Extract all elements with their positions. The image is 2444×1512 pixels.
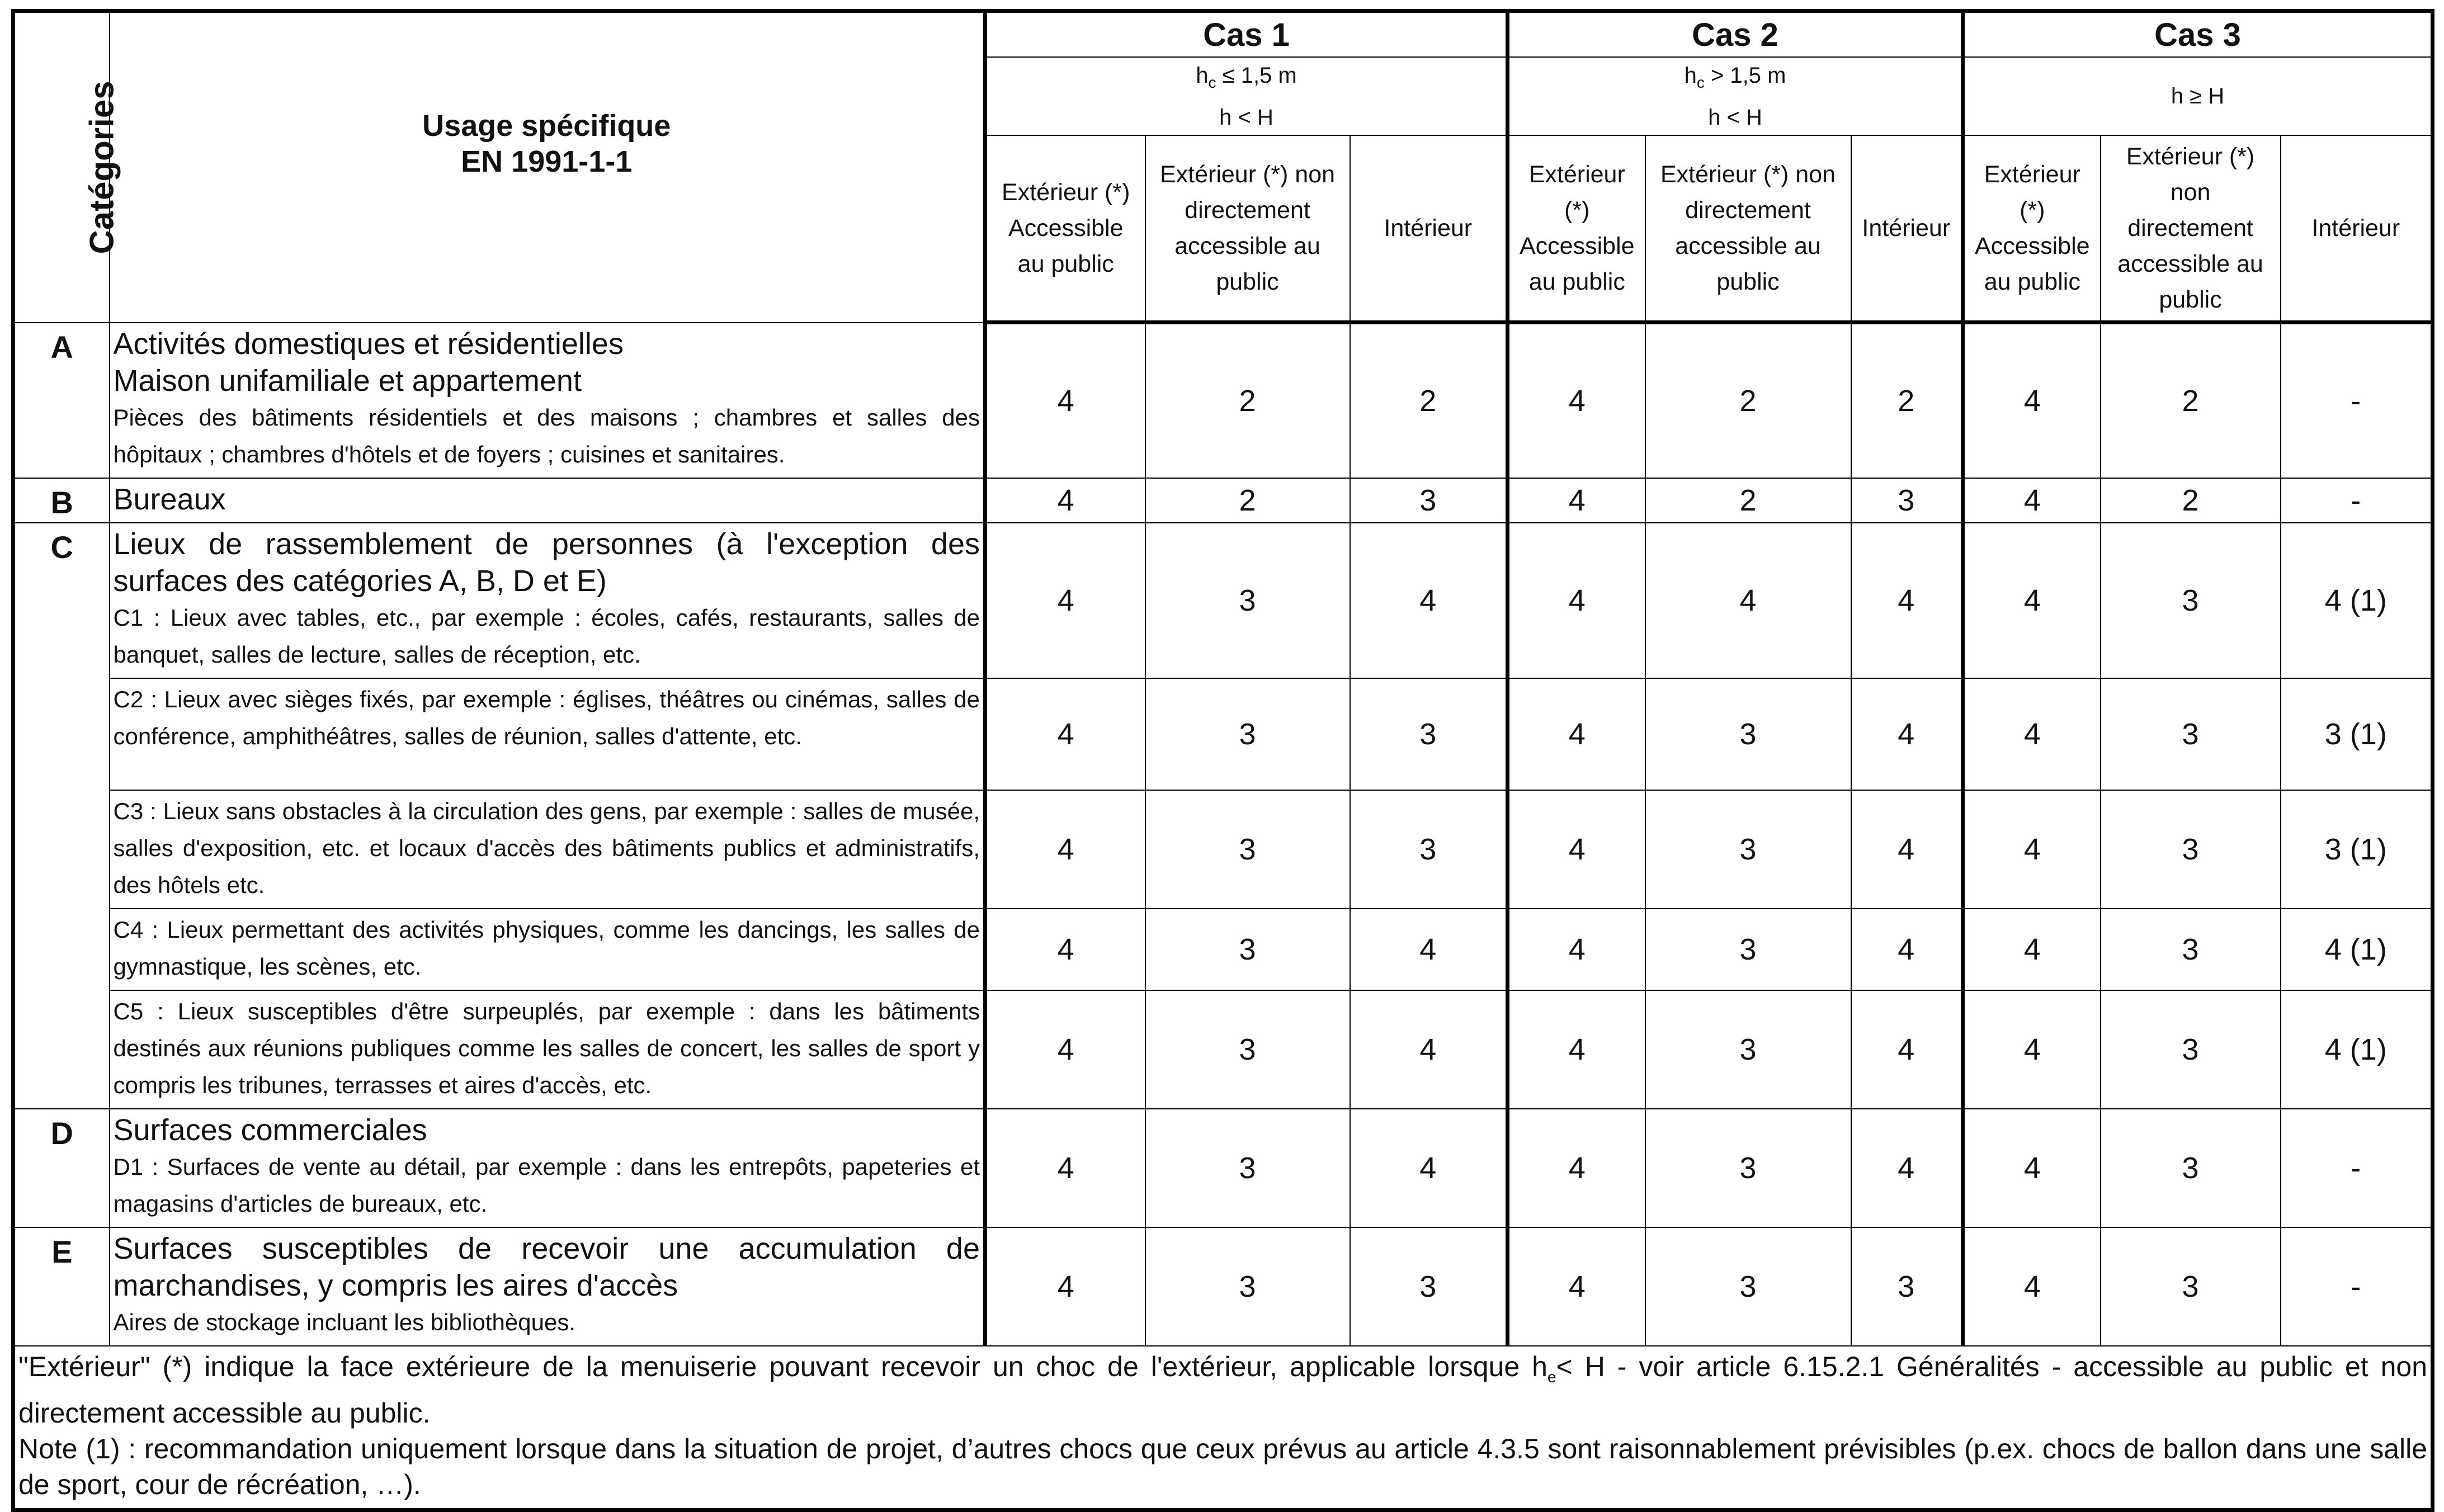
impact-value: 2 [1645,478,1851,523]
impact-value: 3 [1145,990,1350,1109]
impact-value: - [2281,323,2433,478]
impact-value: 3 [1645,1109,1851,1227]
impact-value: 2 [1350,323,1508,478]
impact-class-table [11,9,2434,1512]
impact-value: 4 [1508,790,1645,909]
impact-value: 4 [1350,1109,1508,1227]
impact-value: 3 [2101,790,2281,909]
impact-value: 4 [1851,909,1963,990]
impact-value: 4 [1508,990,1645,1109]
usage-title: Activités domestiques et résidentielles Maison unifamiliale et appartement [113,327,624,398]
impact-value: 2 [2101,478,2281,523]
impact-value: 4 [985,790,1145,909]
impact-value: 4 [985,990,1145,1109]
impact-value: 3 [2101,909,2281,990]
usage-description [110,1227,985,1346]
impact-value: 4 [985,478,1145,523]
impact-value: 4 [1963,790,2101,909]
impact-value: 4 [1963,909,2101,990]
usage-title: Lieux de rassemblement de personnes (à l'exception des surfaces des catégories A, B, D et E) [113,527,980,598]
usage-title: Surfaces susceptibles de recevoir une accumulation de marchandises, y compris les aires d'accès [113,1231,980,1302]
impact-value: 2 [2101,323,2281,478]
usage-title: Bureaux [113,482,226,516]
category-letter: C [13,523,110,1109]
impact-value: 4 [1851,678,1963,790]
impact-value: 4 [1963,678,2101,790]
note-exterieur [18,1349,2427,1431]
impact-value: 4 [985,1109,1145,1227]
impact-value: 2 [1851,323,1963,478]
usage-detail: C2 : Lieux avec sièges fixés, par exemple : églises, théâtres ou cinémas, salles de conférence, amphithéâtres, salles de réunion, salles d'attente, etc. [113,686,980,749]
impact-value: 3 [1145,1227,1350,1346]
impact-value: 3 (1) [2281,790,2433,909]
usage-description [110,990,985,1109]
impact-value: 3 [1645,678,1851,790]
c1-int-header: Intérieur [1350,135,1508,323]
impact-value: 3 [1350,790,1508,909]
table-row [13,478,2433,523]
case2-cond-h: h [1684,63,1697,88]
impact-value: 3 [1350,678,1508,790]
impact-value: 3 [1350,478,1508,523]
c1-ext-header: Extérieur (*) Accessible au public [985,135,1145,323]
case1-cond-h: h [1196,63,1209,88]
impact-value: 4 [1350,523,1508,678]
impact-value: 3 [2101,678,2281,790]
table-header [13,11,2433,323]
impact-value: 3 [1145,790,1350,909]
case1-title: Cas 1 [985,11,1508,58]
note1-sub: e [1547,1368,1556,1386]
usage-label-line1: Usage spécifique [422,109,671,143]
c2-ext-header: Extérieur (*) Accessible au public [1508,135,1645,323]
impact-value: 3 [1645,1227,1851,1346]
table-row [13,1109,2433,1227]
impact-value: 4 [1851,1109,1963,1227]
impact-value: 3 [2101,1109,2281,1227]
c2-ext-non-header: Extérieur (*) non directement accessible au public [1645,135,1851,323]
impact-value: 4 [985,523,1145,678]
case1-cond-value: ≤ 1,5 m [1216,63,1297,88]
usage-description [110,323,985,478]
note1-text-end: < H - voir article 6.15.2.1 Généralités - accessible au public et non directement accessible au public. [18,1350,2428,1429]
impact-value: 3 [1350,1227,1508,1346]
usage-description [110,478,985,523]
impact-value: 4 [1963,323,2101,478]
usage-detail: C1 : Lieux avec tables, etc., par exemple : écoles, cafés, restaurants, salles de banquet, salles de lecture, salles de réception, etc. [113,604,980,668]
table-row [13,323,2433,478]
impact-value: 4 [1851,790,1963,909]
usage-description [110,909,985,990]
usage-description [110,523,985,678]
impact-value: 2 [1145,323,1350,478]
note1-text: "Extérieur" (*) indique la face extérieure de la menuiserie pouvant recevoir un choc de l'extérieur, applicable lorsque h [18,1350,1547,1382]
usage-description [110,1109,985,1227]
impact-value: 4 [985,323,1145,478]
case1-cond-sub: c [1208,73,1216,91]
case2-condition [1508,57,1963,135]
impact-value: 4 [985,1227,1145,1346]
impact-value: 4 [1963,1109,2101,1227]
impact-value: 3 [1851,1227,1963,1346]
category-letter: D [13,1109,110,1227]
impact-value: 3 [1645,790,1851,909]
impact-value: 3 [2101,990,2281,1109]
usage-detail: Pièces des bâtiments résidentiels et des maisons ; chambres et salles des hôpitaux ; chambres d'hôtels et de foyers ; cuisines et sanitaires. [113,404,980,467]
impact-value: 3 (1) [2281,678,2433,790]
impact-value: 4 [985,909,1145,990]
case2-title: Cas 2 [1508,11,1963,58]
table-row [13,790,2433,909]
category-letter: B [13,478,110,523]
usage-header [110,11,985,323]
impact-value: 4 [1963,1227,2101,1346]
usage-description [110,678,985,790]
table-row [13,1227,2433,1346]
impact-value: 3 [1645,909,1851,990]
table-row [13,990,2433,1109]
usage-detail: C5 : Lieux susceptibles d'être surpeuplés, par exemple : dans les bâtiments destinés aux réunions publiques comme les salles de concert, les salles de sport y compris les tribunes, terrasses et aires d'accès, etc. [113,998,980,1098]
impact-value: 4 [1508,909,1645,990]
c3-ext-non-header: Extérieur (*) non directement accessible au public [2101,135,2281,323]
case2-cond-value: > 1,5 m [1704,63,1786,88]
category-letter: A [13,323,110,478]
notes-cell [13,1346,2433,1510]
impact-value: 3 [1145,909,1350,990]
impact-value: - [2281,1109,2433,1227]
impact-value: 4 [1963,478,2101,523]
table-row [13,678,2433,790]
case1-cond-line2: h < H [1219,105,1273,130]
impact-value: 3 [2101,1227,2281,1346]
impact-value: 4 [1963,990,2101,1109]
impact-value: 4 [1508,523,1645,678]
impact-value: 4 [1645,523,1851,678]
c2-int-header: Intérieur [1851,135,1963,323]
impact-value: 3 [1145,523,1350,678]
usage-detail: D1 : Surfaces de vente au détail, par exemple : dans les entrepôts, papeteries et magasins d'articles de bureaux, etc. [113,1153,980,1217]
table-notes [13,1346,2433,1510]
case1-condition [985,57,1508,135]
usage-detail: C4 : Lieux permettant des activités physiques, comme les dancings, les salles de gymnastique, les scènes, etc. [113,916,980,980]
impact-value: 3 [1645,990,1851,1109]
impact-value: 4 [1851,523,1963,678]
impact-value: 3 [1851,478,1963,523]
c1-ext-non-header: Extérieur (*) non directement accessible au public [1145,135,1350,323]
impact-value: 4 [1350,909,1508,990]
impact-value: 2 [1145,478,1350,523]
impact-value: 4 [1508,1109,1645,1227]
impact-value: 4 (1) [2281,990,2433,1109]
c3-ext-header: Extérieur (*) Accessible au public [1963,135,2101,323]
impact-value: 4 [1508,1227,1645,1346]
impact-value: 3 [1145,678,1350,790]
impact-value: 4 [1508,323,1645,478]
impact-value: - [2281,1227,2433,1346]
impact-value: - [2281,478,2433,523]
impact-value: 3 [2101,523,2281,678]
categories-header [13,11,121,323]
usage-detail: C3 : Lieux sans obstacles à la circulation des gens, par exemple : salles de musée, salles d'exposition, etc. et locaux d'accès des bâtiments publics et administratifs, des hôtels etc. [113,797,980,898]
table-body [13,323,2433,1346]
impact-value: 4 (1) [2281,909,2433,990]
impact-value: 4 [1350,990,1508,1109]
usage-title: Surfaces commerciales [113,1113,427,1147]
impact-value: 4 [1508,678,1645,790]
category-letter: E [13,1227,110,1346]
impact-value: 4 [1508,478,1645,523]
usage-description [110,790,985,909]
impact-value: 2 [1645,323,1851,478]
case3-title: Cas 3 [1963,11,2433,58]
usage-label-line2: EN 1991-1-1 [461,145,633,178]
case2-cond-sub: c [1696,73,1705,91]
categories-label: Catégories [83,81,121,254]
usage-detail: Aires de stockage incluant les bibliothèques. [113,1308,576,1335]
case3-cond-value: h ≥ H [2171,84,2225,108]
case2-cond-line2: h < H [1708,105,1762,130]
impact-value: 4 [1963,523,2101,678]
c3-int-header: Intérieur [2281,135,2433,323]
impact-value: 3 [1145,1109,1350,1227]
case3-condition [1963,57,2433,135]
page [11,9,2433,1512]
impact-value: 4 (1) [2281,523,2433,678]
impact-value: 4 [1851,990,1963,1109]
impact-value: 4 [985,678,1145,790]
table-row [13,523,2433,678]
table-row [13,909,2433,990]
note-1: Note (1) : recommandation uniquement lorsque dans la situation de projet, d’autres chocs que ceux prévus au article 4.3.5 sont raisonnablement prévisibles (p.ex. chocs de ballon dans une salle de sport, cour de récréation, …). [18,1433,2428,1500]
